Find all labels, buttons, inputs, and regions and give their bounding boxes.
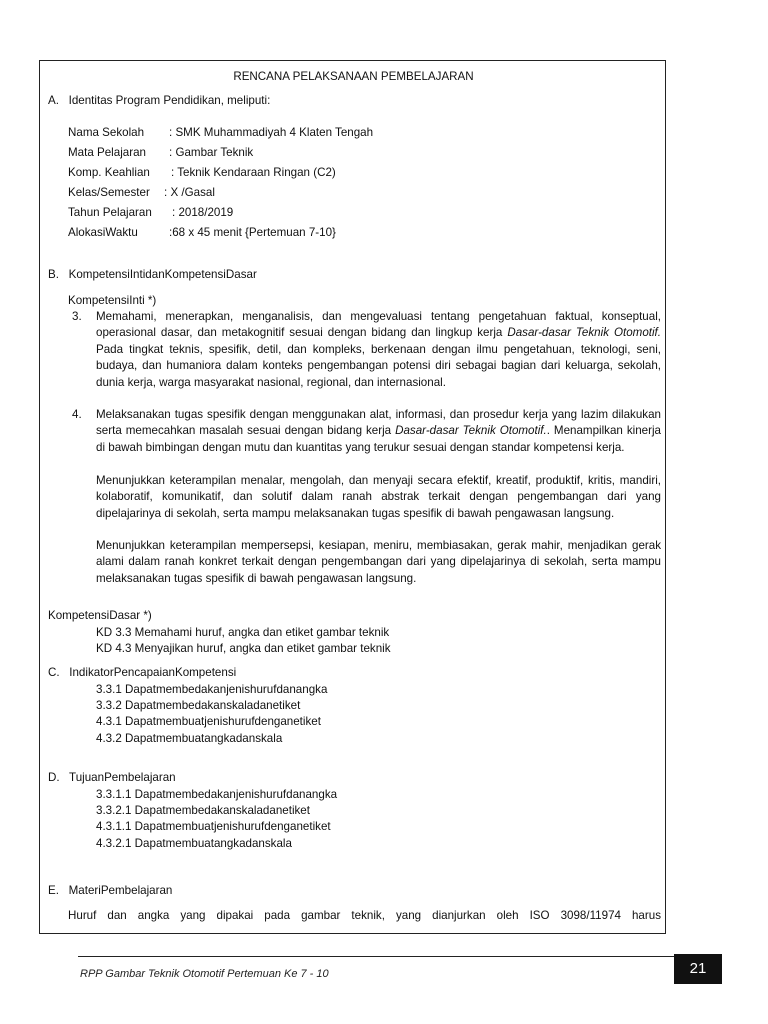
kd-item: KD 3.3 Memahami huruf, angka dan etiket gambar teknik <box>96 626 390 639</box>
section-d-heading: D. TujuanPembelajaran <box>48 771 176 784</box>
objective-item: 3.3.1.1 Dapatmembedakanjenishurufdanangka <box>96 788 338 801</box>
section-e-heading: E. MateriPembelajaran <box>48 884 173 897</box>
footer-divider <box>78 956 674 957</box>
ki4-number: 4. <box>72 408 82 421</box>
indicator-item: 4.3.2 Dapatmembuatangkadanskala <box>96 732 283 745</box>
ki3-number: 3. <box>72 310 82 323</box>
objective-item: 4.3.1.1 Dapatmembuatjenishurufdenganetiket <box>96 820 331 833</box>
ki4-text: Melaksanakan tugas spesifik dengan menggunakan alat, informasi, dan prosedur kerja yang lazim dilakukan serta memecahkan masalah sesuai dengan bidang kerja Dasar-dasar Teknik Otomotif.. Menampilkan kinerja di bawah bimbingan dengan mutu dan kuantitas yang terukur sesuai dengan standar kompetensi kerja. <box>96 408 661 454</box>
footer-text: RPP Gambar Teknik Otomotif Pertemuan Ke 7 - 10 <box>80 968 329 980</box>
objective-item: 4.3.2.1 Dapatmembuatangkadanskala <box>96 837 292 850</box>
section-c-heading: C. IndikatorPencapaianKompetensi <box>48 666 237 679</box>
document-frame <box>39 60 666 934</box>
identity-row: Komp. Keahlian : Teknik Kendaraan Ringan (C2) <box>68 166 336 179</box>
kd-item: KD 4.3 Menyajikan huruf, angka dan etiket gambar teknik <box>96 642 391 655</box>
ki-label: KompetensiInti *) <box>68 294 157 307</box>
section-a-heading: A. Identitas Program Pendidikan, meliputi: <box>48 94 271 107</box>
identity-row: AlokasiWaktu :68 x 45 menit {Pertemuan 7-10} <box>68 226 336 239</box>
identity-row: Mata Pelajaran : Gambar Teknik <box>68 146 254 159</box>
section-b-heading: B. KompetensiIntidanKompetensiDasar <box>48 268 257 281</box>
identity-row: Kelas/Semester : X /Gasal <box>68 186 215 199</box>
ki4-paragraph: Menunjukkan keterampilan mempersepsi, kesiapan, meniru, membiasakan, gerak mahir, menjadikan gerak alami dalam ranah konkret terkait dengan pengembangan dari yang dipelajarinya di sekolah, serta mampu melaksanakan tugas spesifik di bawah pengawasan langsung. <box>96 539 661 585</box>
identity-row: Tahun Pelajaran : 2018/2019 <box>68 206 234 219</box>
indicator-item: 3.3.1 Dapatmembedakanjenishurufdanangka <box>96 683 328 696</box>
kd-label: KompetensiDasar *) <box>48 609 152 622</box>
page-number: 21 <box>674 954 722 984</box>
page-title: RENCANA PELAKSANAAN PEMBELAJARAN <box>233 70 474 83</box>
indicator-item: 3.3.2 Dapatmembedakanskaladanetiket <box>96 699 301 712</box>
materi-text: Huruf dan angka yang dipakai pada gambar teknik, yang dianjurkan oleh ISO 3098/11974 harus <box>68 909 661 922</box>
ki4-paragraph: Menunjukkan keterampilan menalar, mengolah, dan menyaji secara efektif, kreatif, produktif, kritis, mandiri, kolaboratif, komunikatif, dan solutif dalam ranah abstrak terkait dengan pengembangan dari yang dipelajarinya di sekolah, serta mampu melaksanakan tugas spesifik di bawah pengawasan langsung. <box>96 474 661 520</box>
objective-item: 3.3.2.1 Dapatmembedakanskaladanetiket <box>96 804 310 817</box>
ki3-text: Memahami, menerapkan, menganalisis, dan mengevaluasi tentang pengetahuan faktual, konseptual, operasional dasar, dan metakognitif sesuai dengan bidang dan lingkup kerja Dasar-dasar Teknik Otomotif. Pada tingkat teknis, spesifik, detil, dan kompleks, berkenaan dengan ilmu pengetahuan, teknologi, seni, budaya, dan humaniora dalam konteks pengembangan potensi diri sebagai bagian dari keluarga, sekolah, dunia kerja, warga masyarakat nasional, regional, dan internasional. <box>96 310 661 389</box>
identity-row: Nama Sekolah : SMK Muhammadiyah 4 Klaten Tengah <box>68 126 374 139</box>
indicator-item: 4.3.1 Dapatmembuatjenishurufdenganetiket <box>96 715 321 728</box>
